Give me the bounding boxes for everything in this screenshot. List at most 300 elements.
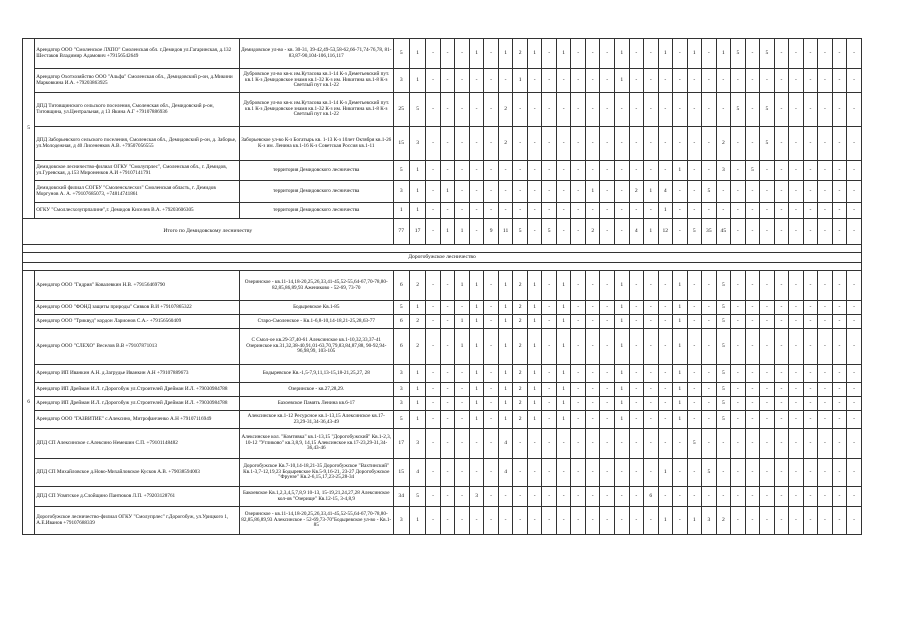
value-cell: -: [484, 429, 499, 459]
value-cell: -: [789, 181, 804, 203]
value-cell: -: [644, 383, 659, 397]
value-cell: -: [556, 127, 571, 161]
value-cell: -: [774, 329, 789, 365]
value-cell: -: [498, 203, 513, 219]
value-cell: -: [673, 429, 688, 459]
value-cell: 1: [498, 315, 513, 329]
value-cell: -: [847, 383, 862, 397]
value-cell: -: [644, 161, 659, 181]
value-cell: -: [847, 181, 862, 203]
table-row: [23, 507, 862, 535]
value-cell: -: [702, 39, 717, 69]
value-cell: 1: [527, 397, 542, 411]
value-cell: 3: [393, 69, 409, 93]
value-cell: -: [658, 127, 673, 161]
value-cell: -: [455, 161, 470, 181]
table-row: [23, 127, 862, 161]
value-cell: -: [658, 93, 673, 127]
value-cell: -: [455, 203, 470, 219]
value-cell: 6: [393, 329, 409, 365]
value-cell: -: [789, 329, 804, 365]
total-value-cell: -: [760, 219, 775, 245]
value-cell: 1: [644, 181, 659, 203]
value-cell: 1: [409, 411, 425, 429]
value-cell: -: [484, 459, 499, 487]
value-cell: -: [614, 507, 629, 535]
value-cell: -: [774, 397, 789, 411]
value-cell: -: [644, 69, 659, 93]
value-cell: -: [498, 181, 513, 203]
value-cell: -: [455, 459, 470, 487]
value-cell: -: [658, 301, 673, 315]
value-cell: -: [484, 93, 499, 127]
value-cell: -: [644, 411, 659, 429]
value-cell: -: [440, 329, 455, 365]
value-cell: -: [629, 487, 644, 507]
value-cell: -: [455, 301, 470, 315]
value-cell: -: [803, 329, 818, 365]
total-value-cell: 77: [393, 219, 409, 245]
value-cell: -: [585, 161, 600, 181]
value-cell: -: [469, 69, 484, 93]
value-cell: -: [832, 487, 847, 507]
value-cell: 5: [760, 127, 775, 161]
value-cell: -: [600, 69, 615, 93]
value-cell: -: [760, 365, 775, 383]
value-cell: -: [803, 69, 818, 93]
value-cell: -: [789, 459, 804, 487]
value-cell: 3: [393, 383, 409, 397]
table-row: [23, 301, 862, 315]
value-cell: 1: [658, 203, 673, 219]
value-cell: -: [702, 429, 717, 459]
value-cell: 1: [498, 365, 513, 383]
value-cell: -: [818, 315, 833, 329]
value-cell: 1: [614, 397, 629, 411]
value-cell: -: [440, 459, 455, 487]
value-cell: -: [702, 203, 717, 219]
value-cell: -: [789, 93, 804, 127]
value-cell: -: [687, 271, 702, 301]
value-cell: -: [803, 93, 818, 127]
value-cell: 1: [409, 397, 425, 411]
value-cell: -: [469, 203, 484, 219]
value-cell: -: [600, 93, 615, 127]
value-cell: -: [571, 397, 586, 411]
value-cell: 5: [745, 161, 760, 181]
value-cell: 5: [716, 315, 731, 329]
value-cell: 1: [527, 39, 542, 69]
value-cell: -: [760, 411, 775, 429]
total-value-cell: -: [600, 219, 615, 245]
value-cell: 3: [393, 365, 409, 383]
value-cell: -: [818, 203, 833, 219]
value-cell: -: [585, 315, 600, 329]
value-cell: -: [644, 429, 659, 459]
total-value-cell: 1: [644, 219, 659, 245]
value-cell: -: [687, 329, 702, 365]
value-cell: -: [789, 127, 804, 161]
section-number-cell: 6: [23, 271, 35, 535]
total-value-cell: -: [469, 219, 484, 245]
value-cell: -: [440, 315, 455, 329]
value-cell: -: [745, 507, 760, 535]
value-cell: -: [702, 271, 717, 301]
total-value-cell: 12: [658, 219, 673, 245]
spacer-cell: [23, 263, 862, 271]
value-cell: -: [629, 203, 644, 219]
value-cell: -: [629, 39, 644, 69]
value-cell: -: [542, 315, 557, 329]
value-cell: -: [440, 203, 455, 219]
value-cell: -: [600, 203, 615, 219]
value-cell: -: [513, 459, 528, 487]
value-cell: -: [731, 181, 746, 203]
value-cell: -: [585, 459, 600, 487]
value-cell: -: [832, 39, 847, 69]
value-cell: -: [832, 507, 847, 535]
value-cell: -: [832, 315, 847, 329]
value-cell: 1: [469, 329, 484, 365]
value-cell: -: [542, 161, 557, 181]
value-cell: 1: [673, 411, 688, 429]
value-cell: -: [745, 271, 760, 301]
table-row: [23, 429, 862, 459]
total-value-cell: -: [731, 219, 746, 245]
value-cell: -: [600, 329, 615, 365]
value-cell: -: [600, 487, 615, 507]
value-cell: 5: [393, 39, 409, 69]
value-cell: -: [745, 127, 760, 161]
territory-cell: Бодыревское Кв.1-85: [240, 301, 394, 315]
value-cell: -: [731, 69, 746, 93]
value-cell: -: [658, 397, 673, 411]
value-cell: -: [614, 93, 629, 127]
value-cell: 1: [585, 181, 600, 203]
value-cell: -: [426, 203, 441, 219]
value-cell: 2: [513, 383, 528, 397]
territory-cell: С Смол-ое кв.29-37,40-61 Алексинское кв.1-10,32,33,37-41 Озеринское кв.31,32,38-40,91,01-63,70,79,83,84,87,88, 90-92,94-96,98,99, 103-105: [240, 329, 394, 365]
value-cell: -: [774, 383, 789, 397]
value-cell: -: [571, 69, 586, 93]
organization-cell: Арендатор ООО "ФОНД защиты природы" Сивков В.И +79107865322: [35, 301, 240, 315]
value-cell: 1: [556, 315, 571, 329]
value-cell: -: [803, 301, 818, 315]
value-cell: 3: [716, 161, 731, 181]
organization-cell: ДПД СП Михайловское д.Ново-Михайловское Кусков А.В. +79038594003: [35, 459, 240, 487]
value-cell: -: [818, 383, 833, 397]
value-cell: 1: [469, 383, 484, 397]
value-cell: -: [832, 161, 847, 181]
value-cell: -: [629, 411, 644, 429]
value-cell: 15: [393, 459, 409, 487]
value-cell: 1: [409, 383, 425, 397]
value-cell: -: [818, 69, 833, 93]
value-cell: -: [513, 429, 528, 459]
value-cell: -: [455, 429, 470, 459]
value-cell: 1: [498, 411, 513, 429]
value-cell: -: [818, 329, 833, 365]
value-cell: 1: [527, 365, 542, 383]
value-cell: -: [745, 181, 760, 203]
value-cell: -: [542, 507, 557, 535]
value-cell: -: [803, 383, 818, 397]
value-cell: 4: [658, 181, 673, 203]
total-value-cell: 35: [702, 219, 717, 245]
value-cell: -: [585, 39, 600, 69]
value-cell: -: [803, 365, 818, 383]
value-cell: -: [629, 271, 644, 301]
value-cell: -: [847, 315, 862, 329]
value-cell: 2: [629, 181, 644, 203]
value-cell: -: [716, 203, 731, 219]
value-cell: -: [571, 411, 586, 429]
value-cell: 1: [498, 329, 513, 365]
territory-cell: Дубровское ул-во кв-к им.Кутасова кв.1-14 К-з Деметьевский пут. кв.1 К-з Демидовское знамя кв.1-32 К-з им. Никитина кв.1-8 К-з Светлый пут кв.1-22: [240, 93, 394, 127]
value-cell: 1: [455, 271, 470, 301]
value-cell: -: [731, 411, 746, 429]
value-cell: 1: [513, 69, 528, 93]
value-cell: -: [585, 429, 600, 459]
total-value-cell: -: [832, 219, 847, 245]
value-cell: -: [644, 301, 659, 315]
value-cell: 1: [673, 383, 688, 397]
value-cell: 1: [527, 301, 542, 315]
value-cell: -: [760, 301, 775, 315]
value-cell: 5: [731, 39, 746, 69]
territory-cell: Заборьевское ул-во К-з Богатырь кв. 1-13 К-з 10лет Октября кв.1-26 К-з им. Ленина кв.1-16 К-з Советская Россия кв.1-11: [240, 127, 394, 161]
value-cell: -: [847, 161, 862, 181]
value-cell: -: [702, 383, 717, 397]
section-header-row: [23, 253, 862, 263]
value-cell: -: [818, 181, 833, 203]
value-cell: 1: [556, 329, 571, 365]
value-cell: 15: [393, 127, 409, 161]
value-cell: -: [803, 271, 818, 301]
value-cell: -: [629, 507, 644, 535]
organization-cell: Дорогобужское лесничество-филиал ОГКУ "Смолупрлес" г.Дорогобуж, ул.Урицкого 1, А.Е.Иванов +79107688339: [35, 507, 240, 535]
value-cell: -: [426, 459, 441, 487]
value-cell: -: [789, 69, 804, 93]
value-cell: -: [440, 429, 455, 459]
spacer-row: [23, 245, 862, 253]
value-cell: -: [571, 161, 586, 181]
value-cell: -: [484, 329, 499, 365]
territory-cell: Озеринское - кв.27,28,29.: [240, 383, 394, 397]
total-value-cell: 5: [513, 219, 528, 245]
value-cell: -: [803, 127, 818, 161]
value-cell: 2: [513, 315, 528, 329]
value-cell: 1: [498, 397, 513, 411]
value-cell: -: [731, 365, 746, 383]
value-cell: -: [803, 397, 818, 411]
resource-table: [22, 38, 862, 535]
value-cell: -: [484, 203, 499, 219]
value-cell: -: [687, 161, 702, 181]
organization-cell: ОГКУ "Смоллесхозупрпалине",г. Демидов Киселев В.А. +79203606305: [35, 203, 240, 219]
value-cell: -: [774, 203, 789, 219]
value-cell: -: [702, 329, 717, 365]
value-cell: -: [687, 301, 702, 315]
organization-cell: Демидовский филиал СОГБУ "Смоленсклесхоз" Смоленская область, г. Демидов Моргунов А. А. +79107685073, +74814741861: [35, 181, 240, 203]
value-cell: -: [789, 271, 804, 301]
value-cell: 34: [393, 487, 409, 507]
value-cell: -: [455, 383, 470, 397]
value-cell: -: [440, 93, 455, 127]
value-cell: -: [542, 487, 557, 507]
table-row: [23, 315, 862, 329]
value-cell: -: [426, 271, 441, 301]
value-cell: -: [731, 301, 746, 315]
value-cell: -: [658, 271, 673, 301]
value-cell: -: [585, 411, 600, 429]
value-cell: -: [614, 487, 629, 507]
value-cell: -: [716, 459, 731, 487]
value-cell: -: [440, 39, 455, 69]
territory-cell: Демидовское ул-во - кв. 30-31, 39-42,49-53,58-62,66-71,74-76,78, 81-83,87-90,104-106,116,117: [240, 39, 394, 69]
value-cell: -: [542, 329, 557, 365]
table-row: [23, 459, 862, 487]
value-cell: 5: [716, 397, 731, 411]
territory-cell: Озеринское - кв.11-14,18-20,25,26,33,41-45,52-55,64-67,70-78,80-82,85,86,89,93 Ажениково - 52-69, 73-70: [240, 271, 394, 301]
value-cell: -: [774, 459, 789, 487]
value-cell: -: [440, 411, 455, 429]
value-cell: -: [789, 507, 804, 535]
value-cell: 1: [687, 39, 702, 69]
value-cell: 3: [393, 397, 409, 411]
value-cell: -: [687, 365, 702, 383]
value-cell: -: [542, 93, 557, 127]
value-cell: -: [702, 411, 717, 429]
value-cell: -: [513, 487, 528, 507]
value-cell: -: [818, 411, 833, 429]
value-cell: 5: [716, 329, 731, 365]
value-cell: 5: [760, 93, 775, 127]
value-cell: -: [556, 487, 571, 507]
value-cell: -: [702, 315, 717, 329]
value-cell: -: [571, 365, 586, 383]
value-cell: 1: [409, 365, 425, 383]
value-cell: -: [847, 93, 862, 127]
value-cell: -: [731, 203, 746, 219]
territory-cell: территория Демидовского лесничества: [240, 203, 394, 219]
value-cell: -: [803, 429, 818, 459]
value-cell: -: [803, 315, 818, 329]
value-cell: 1: [409, 69, 425, 93]
value-cell: -: [556, 181, 571, 203]
value-cell: -: [426, 411, 441, 429]
value-cell: -: [585, 93, 600, 127]
spacer-cell: [23, 245, 862, 253]
value-cell: 3: [393, 507, 409, 535]
value-cell: -: [789, 397, 804, 411]
value-cell: -: [600, 365, 615, 383]
value-cell: -: [426, 329, 441, 365]
value-cell: -: [484, 383, 499, 397]
value-cell: -: [585, 329, 600, 365]
total-value-cell: 2: [585, 219, 600, 245]
territory-cell: Дубровское ул-во кв-к им.Кутасова кв.1-14 К-з Деметьевский пут. кв.1 К-з Демидовское знамя кв.1-32 К-з им. Никитина кв.1-8 К-з Светлый пут кв.1-22: [240, 69, 394, 93]
value-cell: -: [571, 429, 586, 459]
value-cell: -: [803, 459, 818, 487]
value-cell: -: [426, 507, 441, 535]
value-cell: -: [818, 271, 833, 301]
value-cell: 2: [513, 329, 528, 365]
total-value-cell: 45: [716, 219, 731, 245]
value-cell: -: [760, 315, 775, 329]
value-cell: -: [542, 459, 557, 487]
value-cell: 3: [409, 429, 425, 459]
value-cell: -: [687, 93, 702, 127]
value-cell: -: [600, 127, 615, 161]
value-cell: -: [542, 411, 557, 429]
value-cell: -: [716, 93, 731, 127]
value-cell: -: [774, 411, 789, 429]
value-cell: -: [760, 203, 775, 219]
territory-cell: Старо-Смоленское - Кв.1-6,8-10,14-18,21-25,28,63-77: [240, 315, 394, 329]
value-cell: -: [731, 329, 746, 365]
value-cell: -: [832, 411, 847, 429]
value-cell: -: [484, 487, 499, 507]
value-cell: -: [600, 315, 615, 329]
value-cell: 1: [469, 411, 484, 429]
value-cell: -: [571, 271, 586, 301]
value-cell: -: [542, 429, 557, 459]
value-cell: -: [426, 365, 441, 383]
value-cell: -: [556, 429, 571, 459]
value-cell: -: [484, 411, 499, 429]
value-cell: -: [614, 181, 629, 203]
value-cell: -: [527, 93, 542, 127]
value-cell: -: [556, 459, 571, 487]
value-cell: -: [440, 383, 455, 397]
value-cell: 1: [409, 301, 425, 315]
value-cell: -: [847, 203, 862, 219]
organization-cell: ДПД СП Усвятское д.Слойщино Пантюков Л.П. +79203128761: [35, 487, 240, 507]
value-cell: 1: [440, 181, 455, 203]
value-cell: -: [803, 203, 818, 219]
value-cell: 1: [556, 365, 571, 383]
table-row: [23, 329, 862, 365]
value-cell: -: [556, 69, 571, 93]
value-cell: -: [513, 93, 528, 127]
value-cell: 1: [614, 271, 629, 301]
total-value-cell: -: [614, 219, 629, 245]
value-cell: -: [455, 39, 470, 69]
value-cell: -: [426, 301, 441, 315]
value-cell: 2: [716, 127, 731, 161]
value-cell: 1: [469, 301, 484, 315]
value-cell: -: [484, 69, 499, 93]
value-cell: -: [542, 365, 557, 383]
value-cell: -: [832, 365, 847, 383]
value-cell: -: [658, 411, 673, 429]
value-cell: -: [832, 181, 847, 203]
value-cell: -: [440, 487, 455, 507]
value-cell: -: [571, 181, 586, 203]
value-cell: 5: [760, 39, 775, 69]
value-cell: -: [629, 69, 644, 93]
value-cell: 5: [409, 487, 425, 507]
value-cell: -: [760, 397, 775, 411]
value-cell: -: [658, 315, 673, 329]
value-cell: 1: [614, 383, 629, 397]
value-cell: 1: [469, 271, 484, 301]
organization-cell: Арендатор ООО "Смоленское ЛХПО" Смоленская обл. г.Демидов ул.Гагаринская, д.132 Шестаков Владимир Адамович +79156542649: [35, 39, 240, 69]
value-cell: -: [484, 127, 499, 161]
value-cell: -: [600, 181, 615, 203]
territory-cell: Алексинское кол. "Комтивка" кв.1-13,15 "Дорогобужский" Кв.1-2,3, 10-12 "Утликово" кв.3,8,9, 14,15 Алексинское кв.17-23,29-31,34-36,43-46: [240, 429, 394, 459]
